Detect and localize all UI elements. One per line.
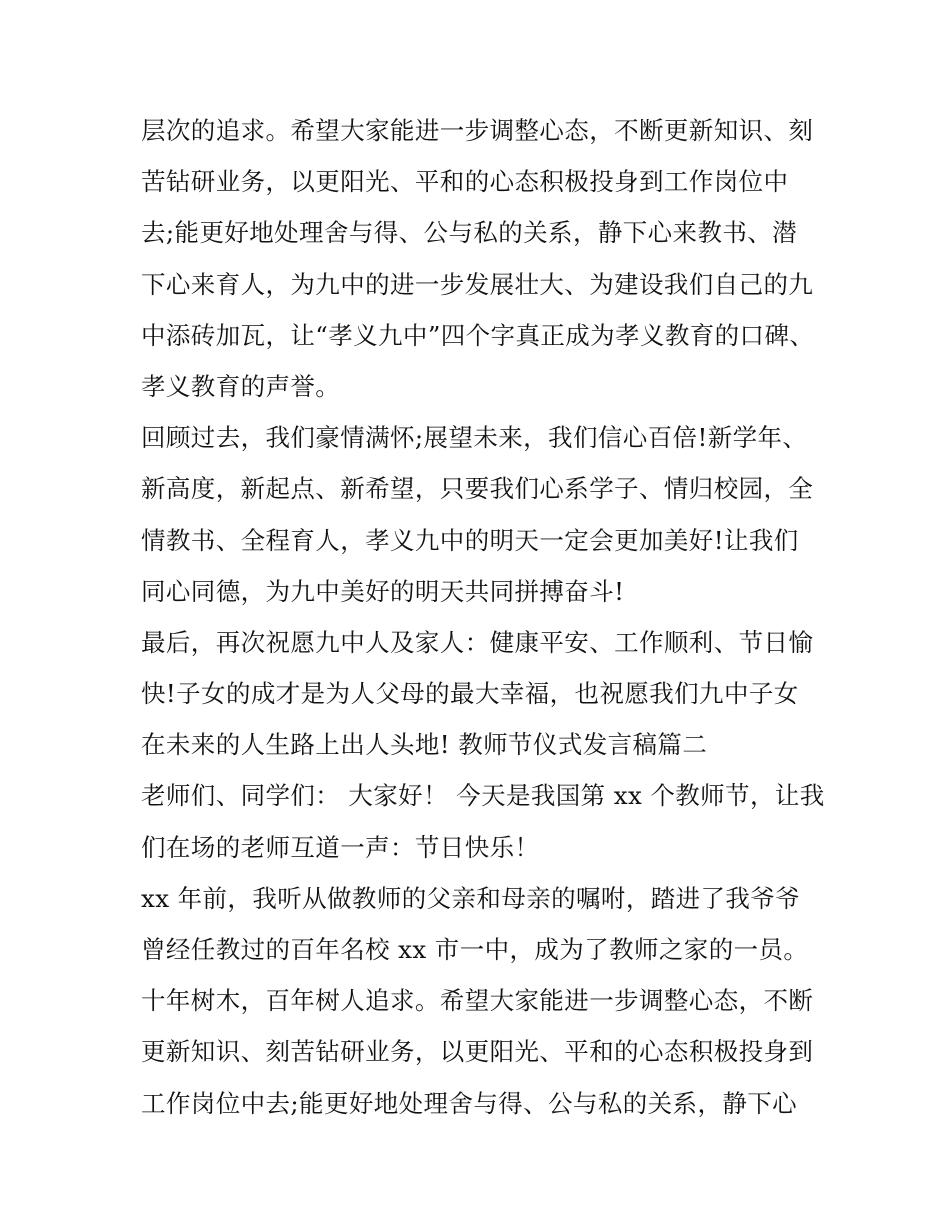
text-line: 孝义教育的声誉。 — [141, 371, 341, 401]
text-line: xx 年前，我听从做教师的父亲和母亲的嘱咐，踏进了我爷爷 — [141, 883, 801, 913]
body-text — [141, 105, 825, 1129]
text-line: 下心来育人，为九中的进一步发展壮大、为建设我们自己的九 — [141, 269, 814, 299]
text-line: 们在场的老师互道一声：节日快乐！ — [141, 832, 540, 862]
text-line: 老师们、同学们： 大家好！ 今天是我国第 xx 个教师节，让我 — [141, 781, 825, 811]
text-line: 回顾过去，我们豪情满怀;展望未来，我们信心百倍!新学年、 — [141, 423, 808, 453]
text-line: 最后，再次祝愿九中人及家人：健康平安、工作顺利、节日愉 — [141, 627, 814, 657]
text-line: 十年树木，百年树人追求。希望大家能进一步调整心态，不断 — [141, 986, 814, 1016]
text-line: 在未来的人生路上出人头地! 教师节仪式发言稿篇二 — [141, 730, 708, 760]
text-line: 苦钻研业务，以更阳光、平和的心态积极投身到工作岗位中 — [141, 167, 789, 197]
text-line: 快!子女的成才是为人父母的最大幸福，也祝愿我们九中子女 — [141, 679, 799, 709]
text-line: 工作岗位中去;能更好地处理舍与得、公与私的关系，静下心 — [141, 1088, 798, 1118]
text-line: 更新知识、刻苦钻研业务，以更阳光、平和的心态积极投身到 — [141, 1037, 814, 1067]
text-line: 中添砖加瓦，让“孝义九中”四个字真正成为孝义教育的口碑、 — [141, 320, 815, 350]
text-line: 去;能更好地处理舍与得、公与私的关系，静下心来教书、潜 — [141, 218, 798, 248]
text-line: 新高度，新起点、新希望，只要我们心系学子、情归校园，全 — [141, 474, 814, 504]
text-line: 情教书、全程育人，孝义九中的明天一定会更加美好!让我们 — [141, 525, 799, 555]
text-line: 层次的追求。希望大家能进一步调整心态，不断更新知识、刻 — [141, 116, 814, 145]
text-line: 同心同德，为九中美好的明天共同拼搏奋斗! — [141, 576, 625, 606]
text-line: 曾经任教过的百年名校 xx 市一中，成为了教师之家的一员。 — [141, 935, 809, 964]
